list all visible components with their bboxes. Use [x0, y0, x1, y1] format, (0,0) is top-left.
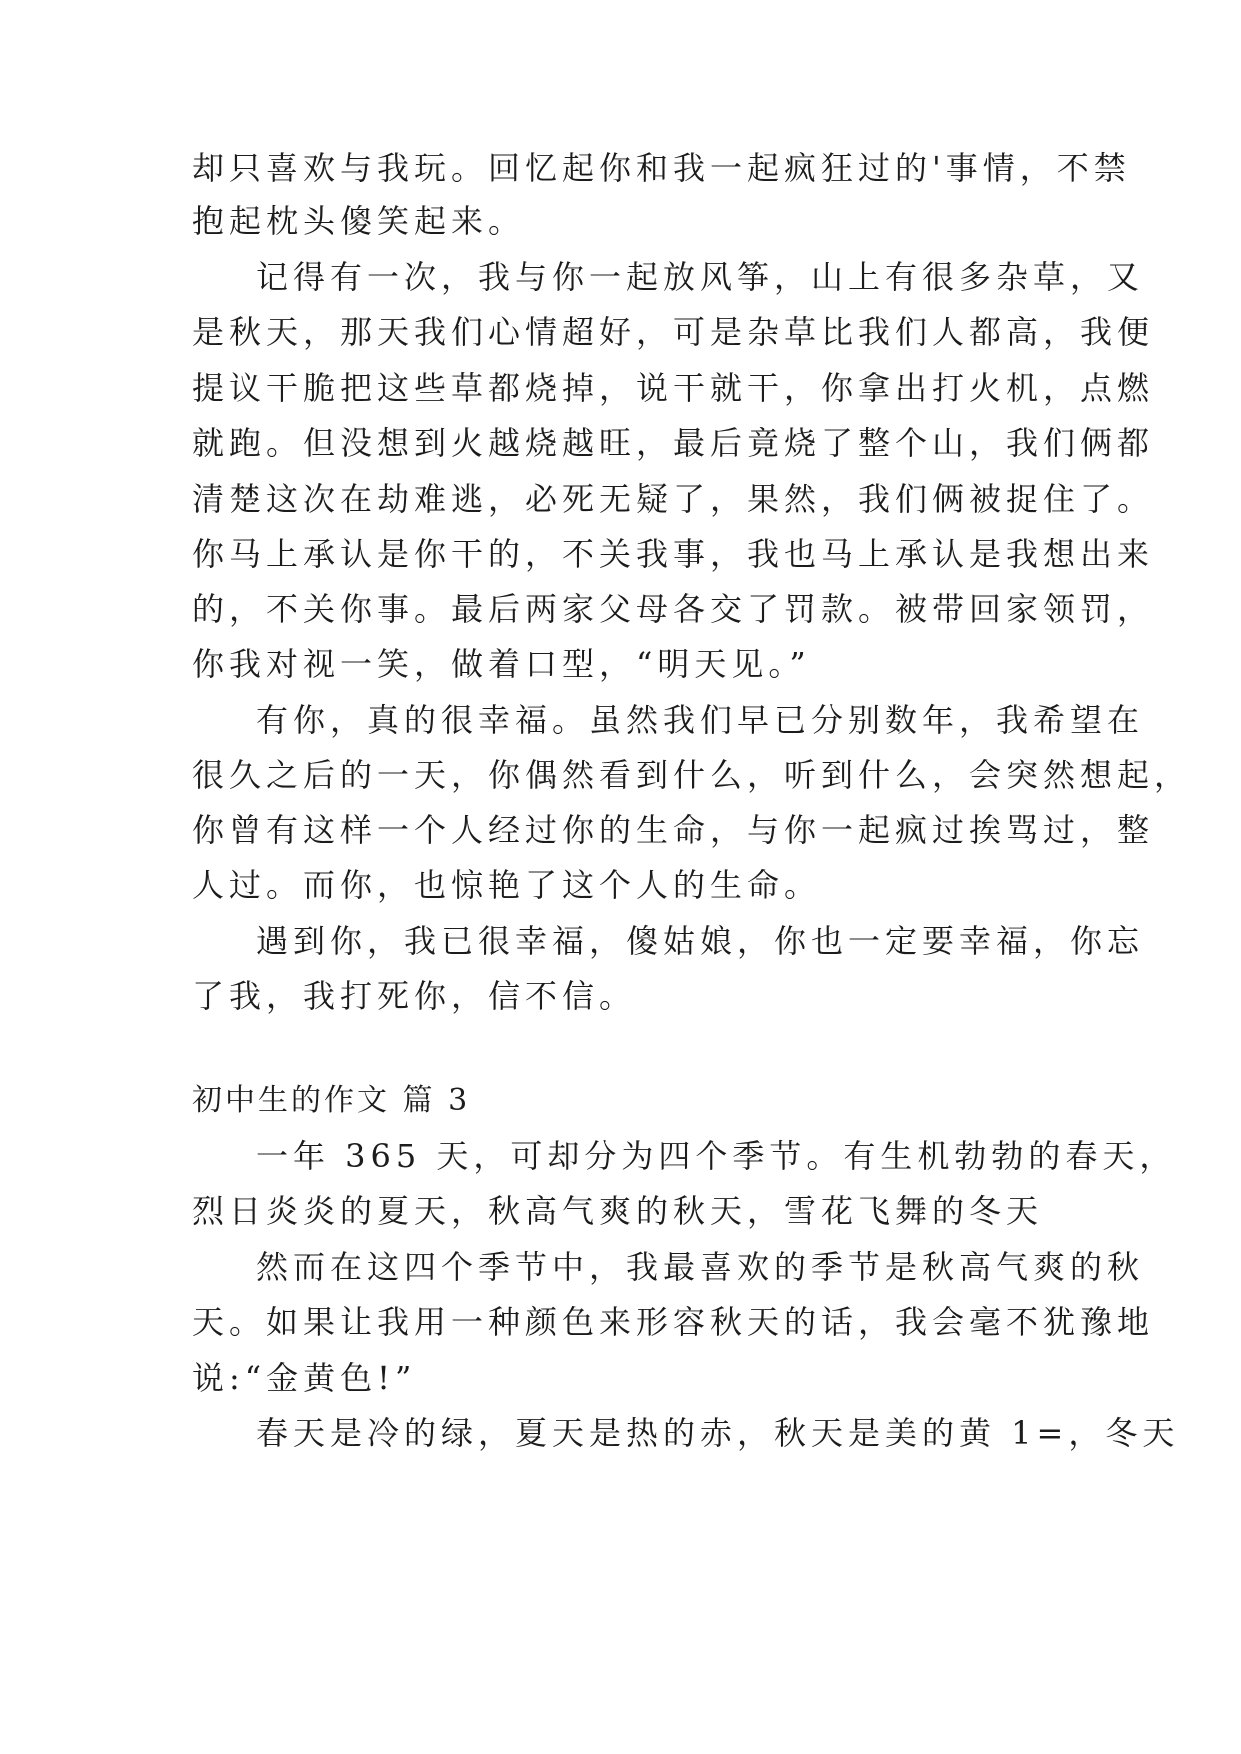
text-line: 你曾有这样一个人经过你的生命，与你一起疯过挨骂过，整 [192, 811, 1155, 849]
text-line: 很久之后的一天，你偶然看到什么，听到什么，会突然想起， [192, 756, 1192, 794]
paragraph-start: 然而在这四个季节中，我最喜欢的季节是秋高气爽的秋 [256, 1248, 1145, 1286]
text-line: 却只喜欢与我玩。回忆起你和我一起疯狂过的'事情，不禁 [192, 149, 1131, 187]
text-line: 天。如果让我用一种颜色来形容秋天的话，我会毫不犹豫地 [192, 1303, 1155, 1341]
text-line: 你马上承认是你干的，不关我事，我也马上承认是我想出来 [192, 535, 1155, 573]
text-line: 你我对视一笑，做着口型，“明天见。” [192, 645, 811, 683]
text-line: 说:“金黄色!” [192, 1359, 417, 1397]
text-line: 人过。而你，也惊艳了这个人的生命。 [192, 866, 822, 904]
paragraph-start: 有你，真的很幸福。虽然我们早已分别数年，我希望在 [256, 701, 1145, 739]
text-line: 清楚这次在劫难逃，必死无疑了，果然，我们俩被捉住了。 [192, 480, 1155, 518]
text-line: 了我，我打死你，信不信。 [192, 977, 637, 1015]
paragraph-start: 遇到你，我已很幸福，傻姑娘，你也一定要幸福，你忘 [256, 922, 1145, 960]
paragraph-start: 一年 365 天，可却分为四个季节。有生机勃勃的春天， [256, 1137, 1177, 1175]
text-line: 是秋天，那天我们心情超好，可是杂草比我们人都高，我便 [192, 313, 1155, 351]
text-line: 烈日炎炎的夏天，秋高气爽的秋天，雪花飞舞的冬天 [192, 1192, 1044, 1230]
paragraph-start: 春天是冷的绿，夏天是热的赤，秋天是美的黄 1=，冬天 [256, 1414, 1180, 1452]
text-line: 抱起枕头傻笑起来。 [192, 202, 526, 240]
text-line: 提议干脆把这些草都烧掉，说干就干，你拿出打火机，点燃 [192, 369, 1155, 407]
section-heading: 初中生的作文 篇 3 [192, 1083, 471, 1118]
text-line: 就跑。但没想到火越烧越旺，最后竟烧了整个山，我们俩都 [192, 424, 1155, 462]
paragraph-start: 记得有一次，我与你一起放风筝，山上有很多杂草，又 [256, 258, 1145, 296]
text-line: 的，不关你事。最后两家父母各交了罚款。被带回家领罚， [192, 590, 1155, 628]
